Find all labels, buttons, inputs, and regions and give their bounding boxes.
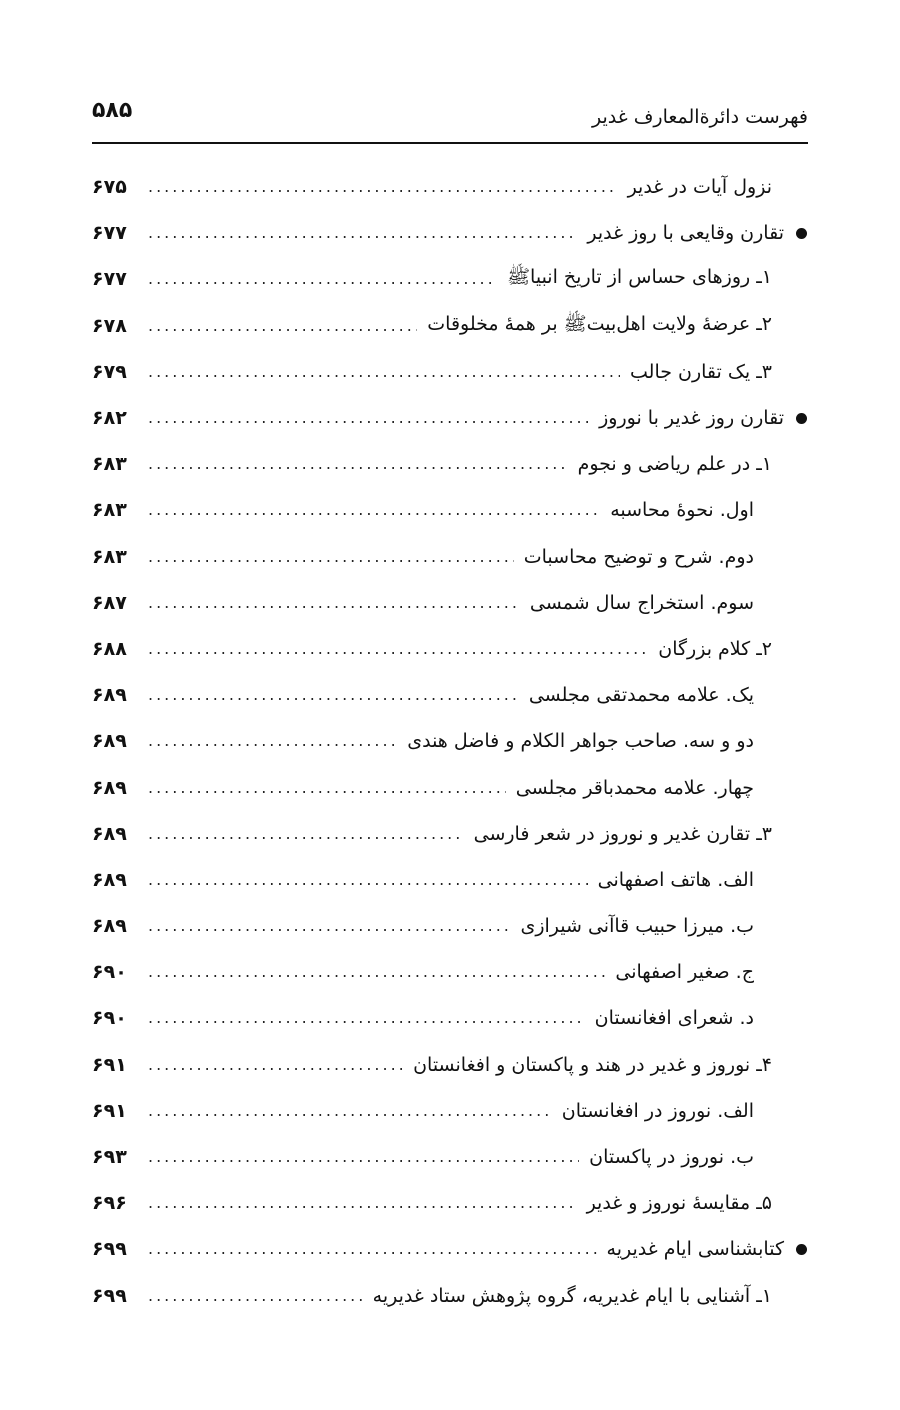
toc-entry <box>92 580 808 626</box>
toc-entry-page-number: ۶۸۸ <box>92 637 127 660</box>
page-header <box>92 96 808 142</box>
toc-entry-page-number: ۶۹۹ <box>92 1238 127 1261</box>
toc-entry-title: ۲ـ عرضۀ ولایت اهل‌بیتﷺ بر همۀ مخلوقات <box>427 312 772 335</box>
dot-leader <box>148 1146 579 1168</box>
toc-entry <box>92 210 808 256</box>
toc-entry-title: ۳ـ یک تقارن جالب <box>630 360 772 383</box>
toc-entry-title: ب. نوروز در پاکستان <box>589 1146 754 1169</box>
toc-entry-page-number: ۶۹۰ <box>92 1007 127 1030</box>
toc-entry <box>92 487 808 533</box>
toc-entry <box>92 1042 808 1088</box>
toc-entry-title: ۲ـ کلام بزرگان <box>658 637 772 660</box>
toc-entry-page-number: ۶۹۱ <box>92 1053 127 1076</box>
toc-entry-page-number: ۶۷۹ <box>92 360 127 383</box>
toc-entry <box>92 1134 808 1180</box>
toc-entry-page-number: ۶۹۶ <box>92 1192 127 1215</box>
toc-entry-title: ۱ـ روزهای حساس از تاریخ انبیاﷺ <box>507 266 772 289</box>
toc-entry-page-number: ۶۷۷ <box>92 268 127 291</box>
table-of-contents <box>92 164 808 1319</box>
toc-entry-title: ج. صغیر اصفهانی <box>615 961 754 984</box>
toc-entry <box>92 903 808 949</box>
toc-entry-title: دوم. شرح و توضیح محاسبات <box>523 545 754 568</box>
toc-entry-page-number: ۶۸۹ <box>92 684 127 707</box>
toc-entry-page-number: ۶۸۳ <box>92 499 127 522</box>
toc-entry-title: کتابشناسی ایام غدیریه <box>606 1238 784 1261</box>
dot-leader <box>148 361 620 383</box>
bullet-icon <box>796 228 807 239</box>
dot-leader <box>148 176 618 198</box>
toc-entry <box>92 1226 808 1272</box>
toc-entry-title: یک. علامه محمدتقی مجلسی <box>528 684 754 707</box>
dot-leader <box>148 823 464 845</box>
toc-entry <box>92 256 808 302</box>
dot-leader <box>148 1100 552 1122</box>
dot-leader <box>148 499 600 521</box>
dot-leader <box>148 730 397 752</box>
toc-entry <box>92 949 808 995</box>
toc-entry <box>92 857 808 903</box>
toc-entry-page-number: ۶۹۳ <box>92 1146 127 1169</box>
dot-leader <box>148 315 417 337</box>
dot-leader <box>148 961 605 983</box>
dot-leader <box>148 915 510 937</box>
toc-entry-page-number: ۶۷۸ <box>92 314 127 337</box>
toc-entry <box>92 303 808 349</box>
toc-entry <box>92 349 808 395</box>
toc-entry <box>92 164 808 210</box>
page-number: ۵۸۵ <box>92 98 133 123</box>
bullet-icon <box>796 1244 807 1255</box>
dot-leader <box>148 546 514 568</box>
header-divider <box>92 142 808 144</box>
dot-leader <box>148 1285 363 1307</box>
toc-entry-page-number: ۶۷۷ <box>92 222 127 245</box>
dot-leader <box>148 268 497 290</box>
toc-entry-page-number: ۶۹۱ <box>92 1099 127 1122</box>
toc-entry <box>92 1180 808 1226</box>
toc-entry-title: اول. نحوۀ محاسبه <box>610 499 754 522</box>
toc-entry-page-number: ۶۸۳ <box>92 453 127 476</box>
dot-leader <box>148 407 589 429</box>
toc-entry <box>92 672 808 718</box>
toc-entry-title: نزول آیات در غدیر <box>627 176 772 199</box>
dot-leader <box>148 1054 403 1076</box>
toc-entry-title: ۱ـ در علم ریاضی و نجوم <box>577 453 772 476</box>
toc-entry-title: الف. هاتف اصفهانی <box>597 868 754 891</box>
dot-leader <box>148 1192 577 1214</box>
toc-entry-title: دو و سه. صاحب جواهر الکلام و فاضل هندی <box>407 730 754 753</box>
dot-leader <box>148 592 520 614</box>
toc-entry <box>92 626 808 672</box>
toc-entry <box>92 764 808 810</box>
toc-entry <box>92 718 808 764</box>
toc-entry <box>92 395 808 441</box>
dot-leader <box>148 684 519 706</box>
toc-entry <box>92 995 808 1041</box>
toc-entry-page-number: ۶۸۹ <box>92 822 127 845</box>
toc-entry <box>92 1273 808 1319</box>
toc-entry <box>92 441 808 487</box>
dot-leader <box>148 453 568 475</box>
dot-leader <box>148 222 577 244</box>
toc-entry-title: تقارن روز غدیر با نوروز <box>599 407 784 430</box>
toc-entry-page-number: ۶۸۹ <box>92 868 127 891</box>
toc-entry <box>92 534 808 580</box>
toc-entry-page-number: ۶۸۳ <box>92 545 127 568</box>
toc-entry-title: تقارن وقایعی با روز غدیر <box>587 222 784 245</box>
toc-entry-page-number: ۶۸۲ <box>92 407 127 430</box>
dot-leader <box>148 777 506 799</box>
toc-entry-page-number: ۶۸۹ <box>92 730 127 753</box>
toc-entry-title: الف. نوروز در افغانستان <box>561 1099 754 1122</box>
toc-entry-page-number: ۶۸۷ <box>92 591 127 614</box>
running-title: فهرست دائرةالمعارف غدیر <box>591 106 808 128</box>
dot-leader <box>148 869 588 891</box>
toc-entry-title: ۳ـ تقارن غدیر و نوروز در شعر فارسی <box>473 822 772 845</box>
toc-entry-title: د. شعرای افغانستان <box>594 1007 754 1030</box>
toc-entry <box>92 811 808 857</box>
toc-entry-title: ب. میرزا حبیب قاآنی شیرازی <box>520 915 754 938</box>
toc-entry-title: چهار. علامه محمدباقر مجلسی <box>515 776 754 799</box>
toc-entry-title: ۵ـ مقایسۀ نوروز و غدیر <box>586 1192 772 1215</box>
toc-entry-title: ۱ـ آشنایی با ایام غدیریه، گروه پژوهش ستاد غدیریه <box>372 1284 772 1307</box>
toc-entry-page-number: ۶۸۹ <box>92 776 127 799</box>
dot-leader <box>148 1007 585 1029</box>
bullet-icon <box>796 413 807 424</box>
toc-entry-page-number: ۶۸۹ <box>92 915 127 938</box>
toc-entry-page-number: ۶۷۵ <box>92 176 127 199</box>
toc-entry <box>92 1088 808 1134</box>
toc-entry-page-number: ۶۹۹ <box>92 1284 127 1307</box>
toc-entry-page-number: ۶۹۰ <box>92 961 127 984</box>
dot-leader <box>148 1238 597 1260</box>
dot-leader <box>148 638 648 660</box>
toc-entry-title: سوم. استخراج سال شمسی <box>529 591 754 614</box>
toc-entry-title: ۴ـ نوروز و غدیر در هند و پاکستان و افغانستان <box>413 1053 772 1076</box>
